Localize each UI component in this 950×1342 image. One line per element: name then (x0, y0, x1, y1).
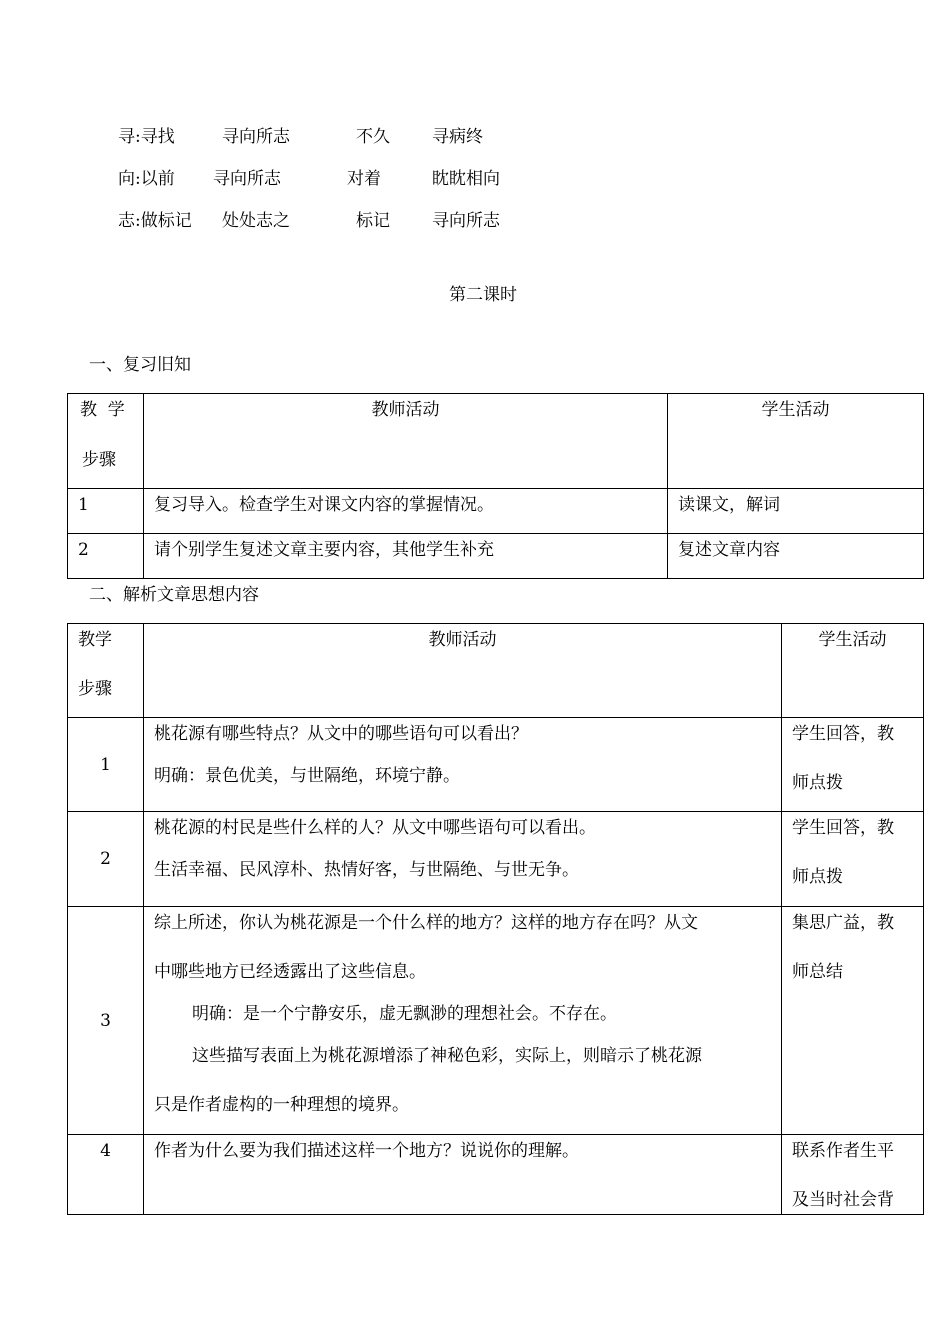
step-cell (68, 907, 144, 1135)
teacher-cell (144, 1135, 782, 1215)
vocab-head: 向:以前 (118, 169, 175, 189)
student-text: 读课文，解词 (678, 495, 780, 515)
header-student-label: 学生活动 (818, 630, 887, 650)
vocab-example: 寻向所志 (222, 127, 290, 147)
step-cell (68, 489, 144, 534)
table-row (68, 718, 924, 812)
student-cell (668, 534, 924, 579)
teacher-cell (144, 534, 668, 579)
header-student (668, 394, 924, 489)
header-teacher (144, 624, 782, 718)
vocab-line (118, 167, 538, 191)
student-text: 联系作者生平 (792, 1141, 894, 1161)
teacher-text: 只是作者虚构的一种理想的境界。 (154, 1095, 409, 1115)
step-number: 4 (100, 1141, 111, 1161)
table-header-row (68, 394, 924, 489)
student-text: 集思广益，教 (792, 913, 894, 933)
analysis-table (67, 623, 924, 1215)
student-cell (782, 1135, 924, 1215)
vocab-meaning: 对着 (347, 169, 381, 189)
header-teacher-label: 教师活动 (371, 400, 440, 420)
vocab-line (118, 209, 538, 233)
step-number: 1 (78, 495, 89, 515)
step-cell (68, 812, 144, 907)
header-student-label: 学生活动 (761, 400, 830, 420)
header-step-line: 步骤 (82, 450, 116, 470)
student-cell (668, 489, 924, 534)
teacher-cell (144, 812, 782, 907)
student-cell (782, 907, 924, 1135)
step-number: 3 (100, 1010, 111, 1031)
header-teacher (144, 394, 668, 489)
table-header-row (68, 624, 924, 718)
teacher-cell (144, 907, 782, 1135)
header-step-line: 教 学 (80, 400, 125, 420)
vocab-meaning: 标记 (356, 211, 390, 231)
table-row (68, 812, 924, 907)
student-text: 师总结 (792, 962, 843, 982)
step-cell (68, 534, 144, 579)
step-cell (68, 1135, 144, 1215)
step-cell (68, 718, 144, 812)
table-row (68, 534, 924, 579)
teacher-text: 中哪些地方已经透露出了这些信息。 (154, 962, 426, 982)
vocab-line (118, 125, 538, 149)
student-text: 复述文章内容 (678, 540, 780, 560)
lesson-title: 第二课时 (449, 285, 517, 305)
teacher-text: 桃花源有哪些特点？从文中的哪些语句可以看出？ (154, 724, 528, 744)
student-text: 学生回答，教 (792, 818, 894, 838)
teacher-text: 明确：景色优美，与世隔绝，环境宁静。 (154, 766, 460, 786)
teacher-text: 综上所述，你认为桃花源是一个什么样的地方？这样的地方存在吗？从文 (154, 913, 698, 933)
table-row (68, 489, 924, 534)
teacher-text: 桃花源的村民是些什么样的人？从文中哪些语句可以看出。 (154, 818, 596, 838)
teacher-text: 复习导入。检查学生对课文内容的掌握情况。 (154, 495, 494, 515)
header-step (68, 624, 144, 718)
teacher-text: 作者为什么要为我们描述这样一个地方？说说你的理解。 (154, 1141, 579, 1161)
student-text: 学生回答，教 (792, 724, 894, 744)
vocab-head: 寻:寻找 (118, 127, 175, 147)
header-teacher-label: 教师活动 (428, 630, 497, 650)
teacher-text: 生活幸福、民风淳朴、热情好客，与世隔绝、与世无争。 (154, 860, 579, 880)
student-cell (782, 812, 924, 907)
vocab-head: 志:做标记 (118, 211, 192, 231)
section-heading: 二、解析文章思想内容 (89, 585, 259, 605)
vocab-example: 寻向所志 (213, 169, 281, 189)
vocab-meaning: 不久 (356, 127, 390, 147)
student-text: 师点拨 (792, 773, 843, 793)
step-number: 1 (100, 754, 111, 775)
student-text: 师点拨 (792, 867, 843, 887)
teacher-cell (144, 489, 668, 534)
vocab-example: 寻向所志 (432, 211, 500, 231)
step-number: 2 (100, 849, 111, 869)
teacher-text: 这些描写表面上为桃花源增添了神秘色彩，实际上，则暗示了桃花源 (192, 1046, 702, 1066)
step-number: 2 (78, 540, 89, 560)
teacher-text: 明确：是一个宁静安乐，虚无飘渺的理想社会。不存在。 (192, 1004, 617, 1024)
vocab-example: 寻病终 (432, 127, 483, 147)
vocab-example: 眈眈相向 (432, 169, 500, 189)
header-student (782, 624, 924, 718)
header-step-line: 步骤 (78, 679, 112, 699)
header-step (68, 394, 144, 489)
student-text: 及当时社会背 (792, 1190, 894, 1210)
student-cell (782, 718, 924, 812)
teacher-text: 请个别学生复述文章主要内容，其他学生补充 (154, 540, 494, 560)
table-row (68, 907, 924, 1135)
header-step-line: 教学 (78, 630, 112, 650)
table-row (68, 1135, 924, 1215)
vocab-example: 处处志之 (222, 211, 290, 231)
teacher-cell (144, 718, 782, 812)
review-table (67, 393, 924, 579)
section-heading: 一、复习旧知 (89, 355, 191, 375)
